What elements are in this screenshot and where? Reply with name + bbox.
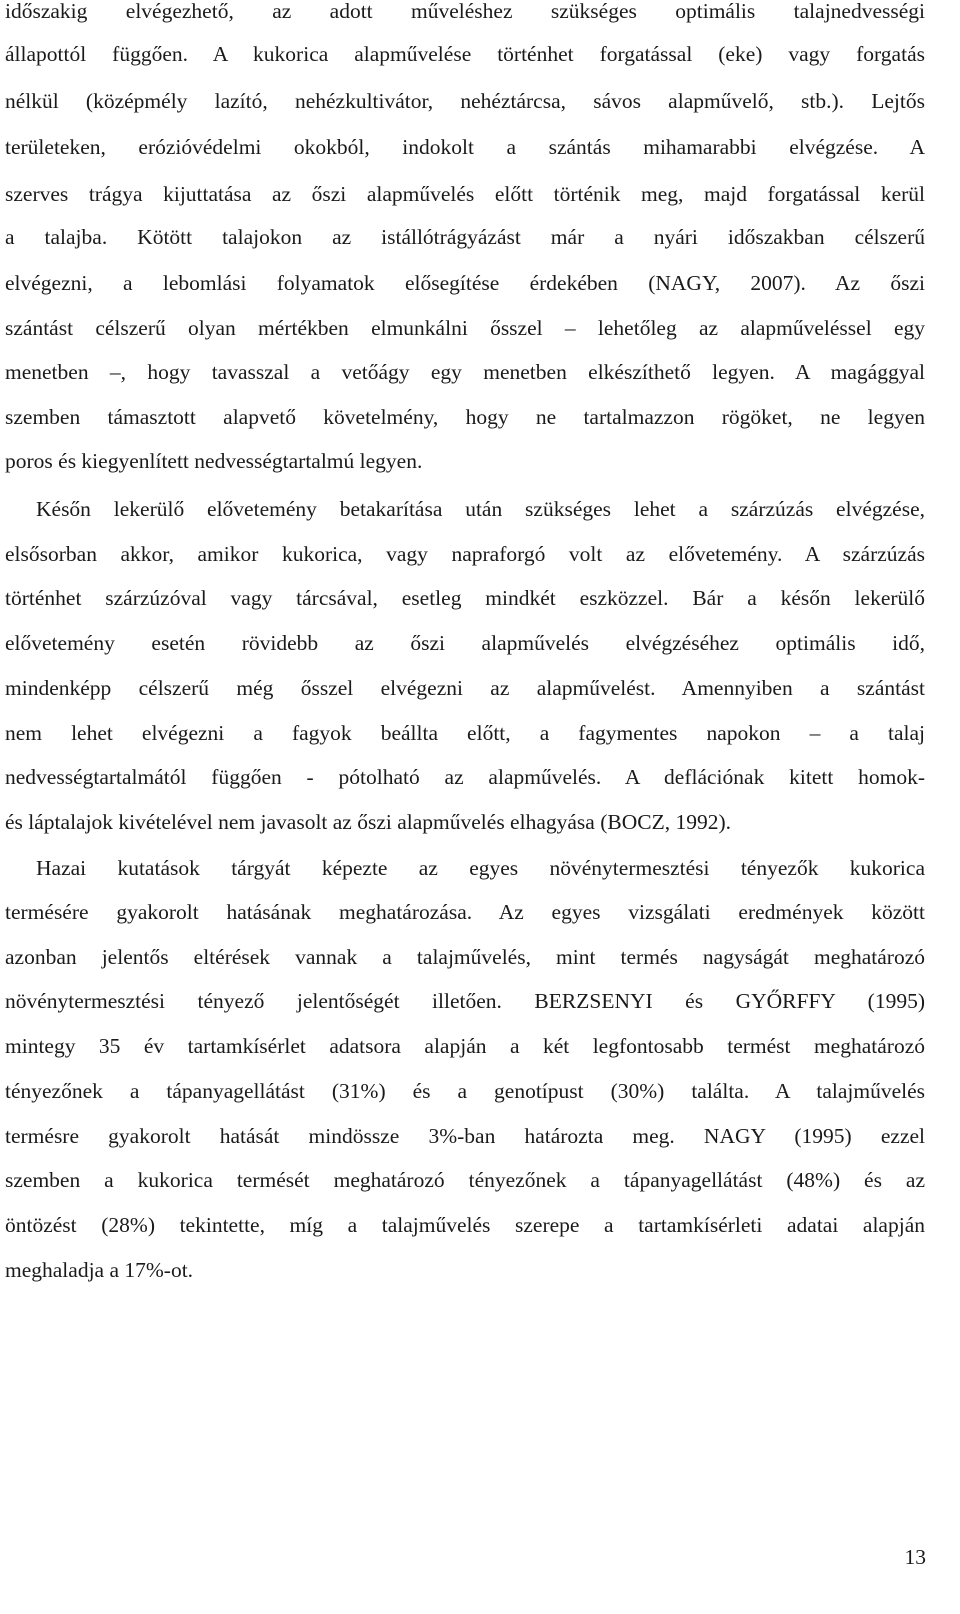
paragraph-line: mintegy 35 év tartamkísérlet adatsora alapján a két legfontosabb termést meghatározó: [5, 1034, 925, 1058]
paragraph-line: szántást célszerű olyan mértékben elmunkálni ősszel – lehetőleg az alapműveléssel egy: [5, 316, 925, 340]
paragraph-line: nélkül (középmély lazító, nehézkultivátor, nehéztárcsa, sávos alapművelő, stb.). Lejtős: [5, 89, 925, 113]
paragraph-line: termésére gyakorolt hatásának meghatározása. Az egyes vizsgálati eredmények között: [5, 900, 925, 924]
paragraph-line: öntözést (28%) tekintette, míg a talajművelés szerepe a tartamkísérleti adatai alapján: [5, 1213, 925, 1237]
paragraph-line: poros és kiegyenlített nedvességtartalmú legyen.: [5, 449, 423, 473]
paragraph-line: menetben –, hogy tavasszal a vetőágy egy menetben elkészíthető legyen. A magággyal: [5, 360, 925, 384]
page-number: 13: [904, 1545, 926, 1569]
paragraph-line: mindenképp célszerű még ősszel elvégezni az alapművelést. Amennyiben a szántást: [5, 676, 925, 700]
paragraph-line: Későn lekerülő elővetemény betakarítása után szükséges lehet a szárzúzás elvégzése,: [36, 497, 925, 521]
paragraph-line: tényezőnek a tápanyagellátást (31%) és a genotípust (30%) találta. A talajművelés: [5, 1079, 925, 1103]
paragraph-line: időszakig elvégezhető, az adott műveléshez szükséges optimális talajnedvességi: [5, 0, 925, 23]
paragraph-line: szemben támasztott alapvető követelmény, hogy ne tartalmazzon rögöket, ne legyen: [5, 405, 925, 429]
paragraph-line: azonban jelentős eltérések vannak a talajművelés, mint termés nagyságát meghatározó: [5, 945, 925, 969]
paragraph-line: meghaladja a 17%-ot.: [5, 1258, 194, 1282]
paragraph-line: termésre gyakorolt hatását mindössze 3%-ban határozta meg. NAGY (1995) ezzel: [5, 1124, 925, 1148]
paragraph-line: területeken, erózióvédelmi okokból, indokolt a szántás mihamarabbi elvégzése. A: [5, 135, 925, 159]
paragraph-line: a talajba. Kötött talajokon az istállótrágyázást már a nyári időszakban célszerű: [5, 225, 925, 249]
paragraph-line: nem lehet elvégezni a fagyok beállta előtt, a fagymentes napokon – a talaj: [5, 721, 925, 745]
paragraph-line: elsősorban akkor, amikor kukorica, vagy napraforgó volt az elővetemény. A szárzúzás: [5, 542, 925, 566]
paragraph-line: történhet szárzúzóval vagy tárcsával, esetleg mindkét eszközzel. Bár a későn lekerülő: [5, 586, 925, 610]
paragraph-line: elvégezni, a lebomlási folyamatok elősegítése érdekében (NAGY, 2007). Az őszi: [5, 271, 925, 295]
paragraph-line: szerves trágya kijuttatása az őszi alapművelés előtt történik meg, majd forgatással kerül: [5, 182, 925, 206]
paragraph-line: elővetemény esetén rövidebb az őszi alapművelés elvégzéséhez optimális idő,: [5, 631, 925, 655]
paragraph-line: Hazai kutatások tárgyát képezte az egyes növénytermesztési tényezők kukorica: [36, 856, 925, 880]
paragraph-line: szemben a kukorica termését meghatározó tényezőnek a tápanyagellátást (48%) és az: [5, 1168, 925, 1192]
paragraph-line: és láptalajok kivételével nem javasolt az őszi alapművelés elhagyása (BOCZ, 1992).: [5, 810, 731, 834]
paragraph-line: állapottól függően. A kukorica alapművelése történhet forgatással (eke) vagy forgatás: [5, 42, 925, 66]
paragraph-line: növénytermesztési tényező jelentőségét illetően. BERZSENYI és GYŐRFFY (1995): [5, 989, 925, 1013]
paragraph-line: nedvességtartalmától függően - pótolható az alapművelés. A deflációnak kitett homok-: [5, 765, 925, 789]
